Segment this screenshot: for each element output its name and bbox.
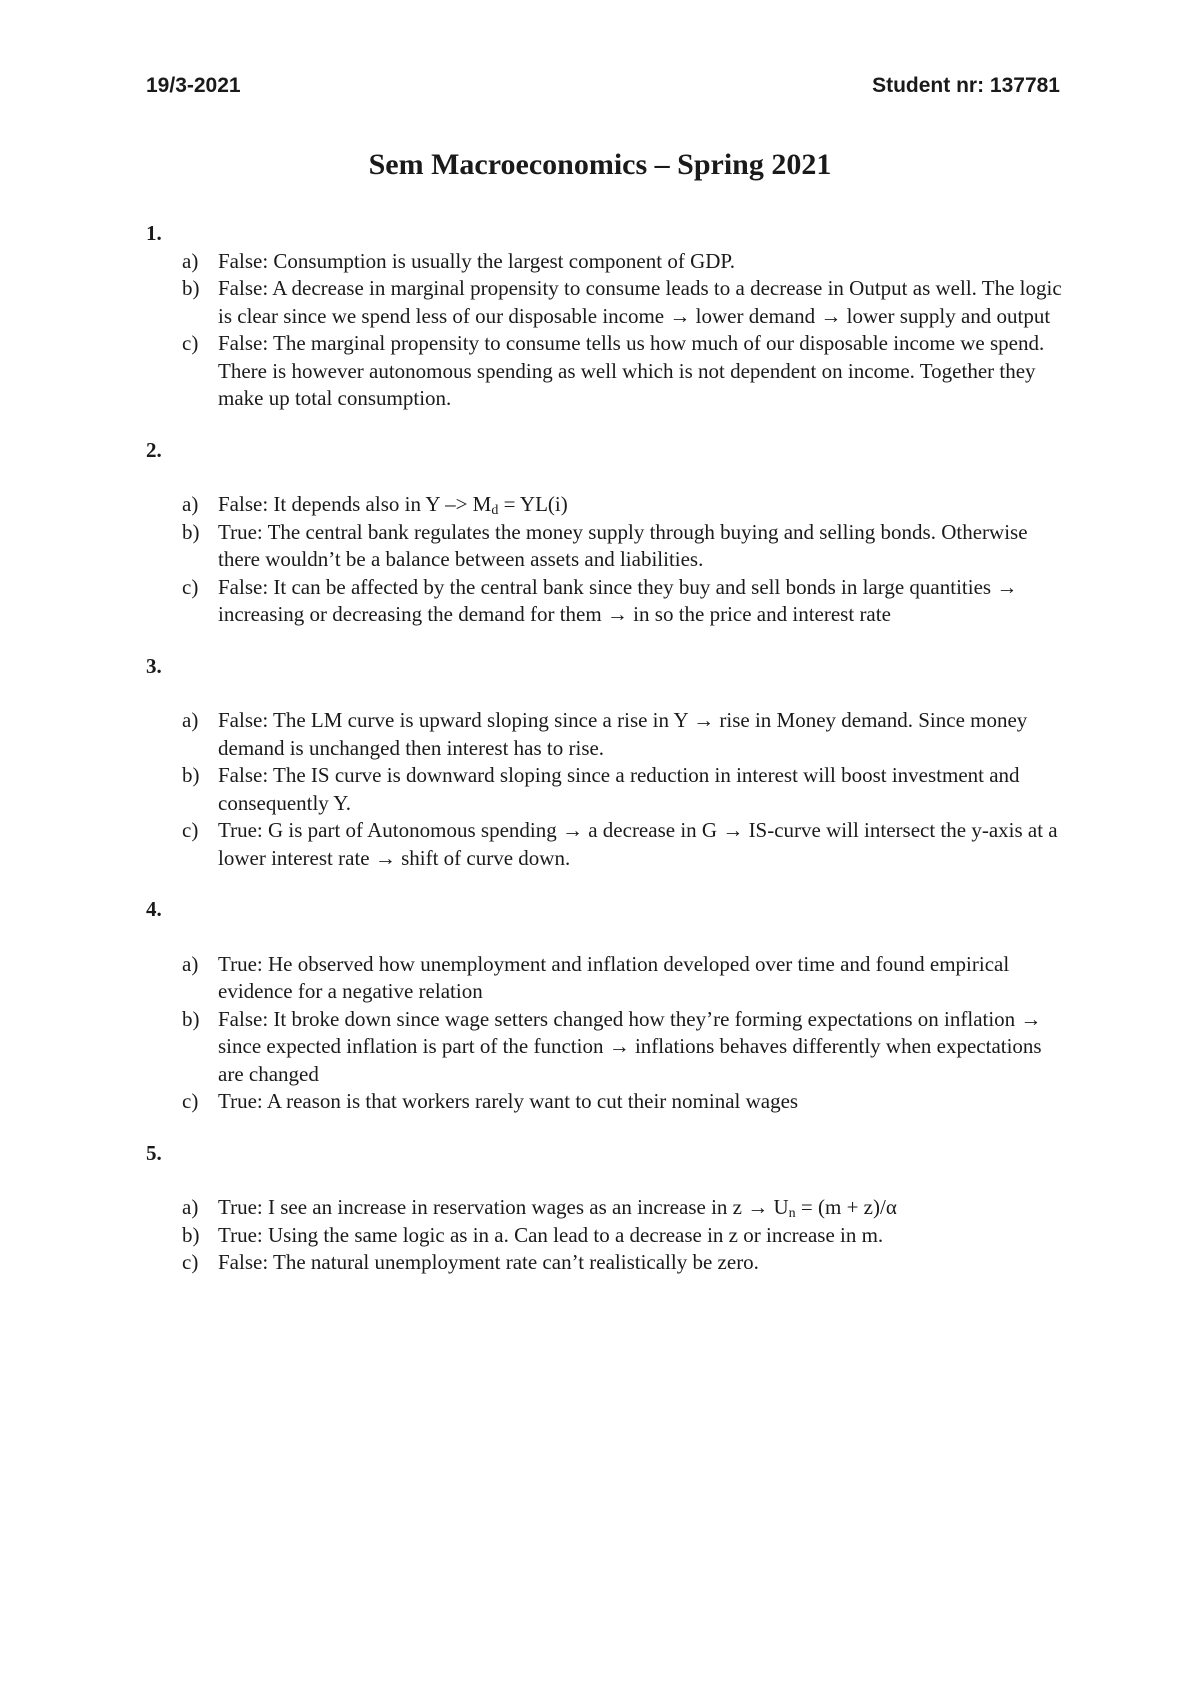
- answer-text: False: It broke down since wage setters changed how they’re forming expectations on inflation → since expected inflation is part of the function → inflations behaves differently when expectations are changed: [218, 1006, 1042, 1086]
- answer-item: [146, 330, 1066, 413]
- answer-text: False: Consumption is usually the largest component of GDP.: [218, 248, 736, 273]
- answer-label: b): [182, 763, 200, 787]
- answer-label: a): [182, 951, 199, 976]
- answer-label: a): [182, 248, 199, 273]
- question-number: 5.: [146, 1140, 162, 1165]
- answer-item: [146, 574, 1066, 629]
- question-number: 4.: [146, 897, 162, 921]
- answer-text-post: = YL(i): [498, 492, 568, 516]
- answer-text: True: The central bank regulates the money supply through buying and selling bonds. Otherwise there wouldn’t be a balance between assets and liabilities.: [218, 519, 1028, 571]
- answer-text: False: The LM curve is upward sloping since a rise in Y → rise in Money demand. Since money demand is unchanged then interest has to rise.: [218, 708, 1028, 760]
- question-number: 3.: [146, 653, 162, 678]
- answer-list: [146, 491, 1066, 629]
- answer-item: [146, 951, 1066, 1006]
- answer-text: False: The IS curve is downward sloping since a reduction in interest will boost investment and consequently Y.: [218, 763, 1020, 815]
- subscript: d: [491, 503, 499, 518]
- page-header: [146, 74, 1060, 98]
- answer-item: [146, 519, 1066, 574]
- header-date: 19/3-2021: [146, 74, 241, 97]
- question-3: [146, 653, 1066, 873]
- answer-label: c): [182, 331, 199, 355]
- answer-label: c): [182, 1089, 199, 1113]
- answer-text: True: Using the same logic as in a. Can lead to a decrease in z or increase in m.: [218, 1222, 884, 1247]
- answer-label: c): [182, 574, 199, 599]
- question-number: 2.: [146, 437, 162, 462]
- answer-item: [146, 275, 1066, 330]
- answer-label: c): [182, 818, 199, 842]
- answer-item: [146, 1249, 1066, 1277]
- answer-label: a): [182, 1195, 199, 1219]
- answer-item: [146, 1006, 1066, 1089]
- answer-text-pre: False: It depends also in Y –> M: [218, 492, 492, 516]
- document-body: [146, 220, 1066, 1301]
- answer-text: False: It can be affected by the central bank since they buy and sell bonds in large quantities → increasing or decreasing the demand for them → in so the price and interest rate: [218, 574, 1018, 626]
- document-title: Sem Macroeconomics – Spring 2021: [368, 148, 832, 181]
- answer-item: [146, 248, 1066, 276]
- answer-label: b): [182, 519, 200, 544]
- answer-text-post: = (m + z)/α: [795, 1195, 897, 1219]
- question-2: [146, 437, 1066, 629]
- answer-item: [146, 1194, 1066, 1222]
- answer-label: b): [182, 1006, 200, 1031]
- answer-item: [146, 707, 1066, 762]
- answer-item: [146, 1088, 1066, 1116]
- answer-label: b): [182, 1222, 200, 1247]
- answer-label: a): [182, 708, 199, 732]
- answer-list: [146, 1194, 1066, 1277]
- answer-item: [146, 491, 1066, 519]
- answer-text-pre: True: I see an increase in reservation wages as an increase in z → U: [218, 1195, 789, 1219]
- answer-text: True: A reason is that workers rarely want to cut their nominal wages: [218, 1089, 799, 1113]
- answer-label: a): [182, 492, 199, 516]
- answer-text: True: He observed how unemployment and inflation developed over time and found empirical evidence for a negative relation: [218, 951, 1010, 1003]
- answer-item: [146, 1222, 1066, 1250]
- question-5: [146, 1140, 1066, 1277]
- answer-list: [146, 707, 1066, 872]
- question-number: 1.: [146, 221, 162, 245]
- answer-label: c): [182, 1250, 199, 1274]
- answer-item: [146, 762, 1066, 817]
- answer-text: [218, 492, 568, 516]
- question-1: [146, 220, 1066, 413]
- answer-text: False: A decrease in marginal propensity to consume leads to a decrease in Output as well. The logic is clear since we spend less of our disposable income → lower demand → lower supply and output: [218, 276, 1062, 328]
- answer-text: False: The natural unemployment rate can’t realistically be zero.: [218, 1250, 759, 1274]
- answer-list: [146, 248, 1066, 413]
- answer-item: [146, 817, 1066, 872]
- answer-list: [146, 951, 1066, 1116]
- answer-text: [218, 1195, 897, 1219]
- answer-text: False: The marginal propensity to consume tells us how much of our disposable income we spend. There is however autonomous spending as well which is not dependent on income. Together they make up total consumption.: [218, 331, 1045, 410]
- answer-label: b): [182, 276, 200, 300]
- header-student-number: Student nr: 137781: [872, 74, 1060, 97]
- answer-text: True: G is part of Autonomous spending → a decrease in G → IS-curve will intersect the y-axis at a lower interest rate → shift of curve down.: [218, 818, 1058, 870]
- subscript: n: [788, 1206, 796, 1221]
- question-4: [146, 896, 1066, 1116]
